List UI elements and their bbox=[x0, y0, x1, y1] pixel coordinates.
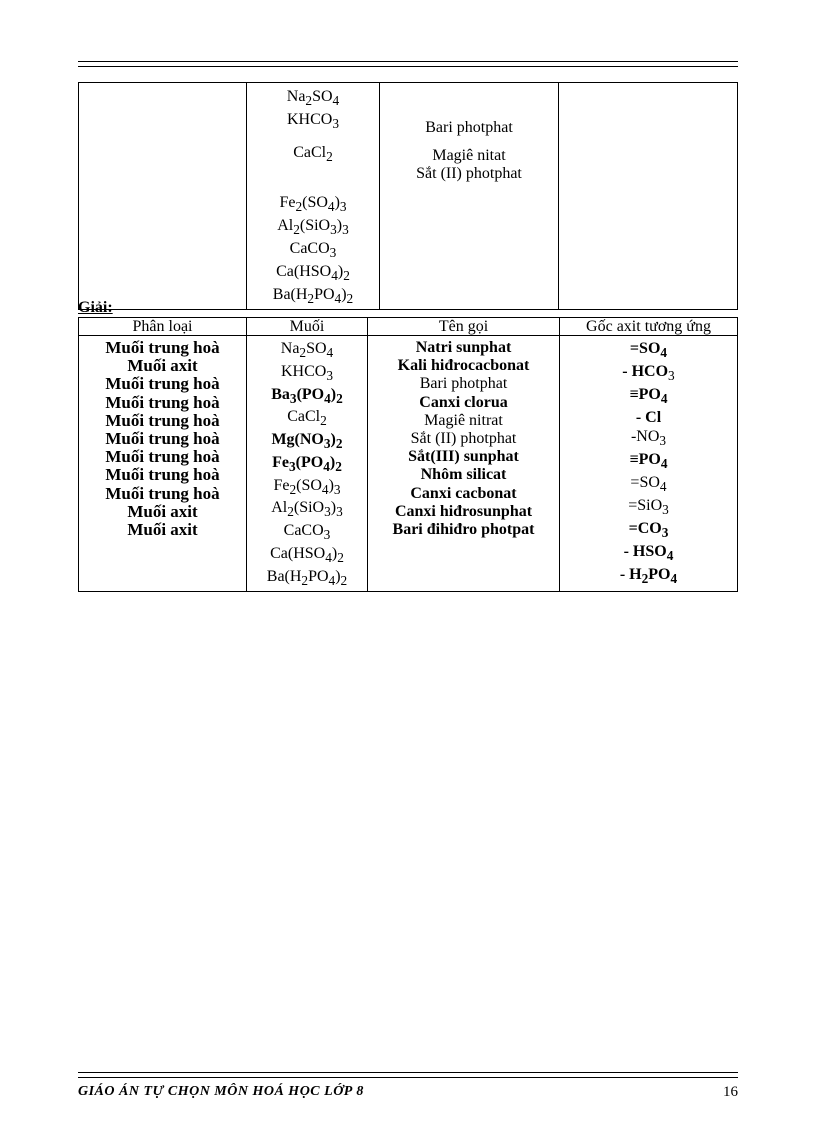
classification-item: Muối axit bbox=[127, 520, 198, 540]
salt-name: Sắt (II) photphat bbox=[416, 165, 522, 182]
salt-formula: CaCO$_3$ bbox=[283, 522, 331, 543]
classification-item: Muối trung hoà bbox=[105, 447, 220, 467]
salt-name: Nhôm silicat bbox=[420, 466, 507, 484]
salt-formula: $Ba_3(PO_4)_2$ bbox=[271, 385, 343, 406]
salt-formula: $Ca(HSO_4)_2$ bbox=[276, 263, 350, 284]
classification-item: Muối trung hoà bbox=[105, 429, 220, 449]
exercise-col-salts bbox=[247, 83, 380, 310]
solution-header-row bbox=[79, 318, 738, 336]
salt-formula: $Ba(H_2PO_4)_2$ bbox=[272, 286, 354, 307]
acid-radical: - $HCO_3$ bbox=[622, 362, 675, 384]
salt-name: Natri sunphat bbox=[415, 339, 512, 356]
salt-formula: $Na_2SO_4$ bbox=[280, 340, 334, 361]
exercise-col-classification bbox=[79, 83, 247, 310]
exercise-col-radicals bbox=[559, 83, 738, 310]
salt-name: Canxi clorua bbox=[419, 393, 508, 411]
salt-formula: $Fe_3(PO_4)_2$ bbox=[272, 453, 342, 475]
acid-radical: - Cl bbox=[635, 408, 662, 426]
classification-item: Muối trung hoà bbox=[105, 392, 220, 412]
salt-name: Magiê nitrat bbox=[424, 411, 503, 429]
solution-table bbox=[78, 317, 738, 592]
salt-name: Canxi cacbonat bbox=[410, 484, 517, 502]
salt-formula: $Na_2SO_4$ bbox=[286, 88, 340, 109]
classification-item: Muối axit bbox=[127, 501, 198, 521]
salt-formula: $Ba(H_2PO_4)_2$ bbox=[266, 567, 348, 588]
salt-formula: $Mg(NO_3)_2$ bbox=[271, 431, 343, 452]
salt-formula: $Fe_2(SO_4)_3$ bbox=[273, 476, 341, 497]
acid-radical: - $HSO_4$ bbox=[623, 542, 674, 563]
header-radical: Gốc axit tương ứng bbox=[560, 318, 738, 336]
footer-title: GIÁO ÁN TỰ CHỌN MÔN HOÁ HỌC LỚP 8 bbox=[78, 1084, 364, 1099]
acid-radical: $=SO_4$ bbox=[630, 473, 667, 494]
classification-item: Muối trung hoà bbox=[105, 374, 220, 394]
classification-item: Muối trung hoà bbox=[105, 483, 220, 503]
salt-formula: $Fe_2(SO_4)_3$ bbox=[279, 193, 347, 214]
header-rule-top bbox=[78, 61, 738, 62]
salt-name: Bari đihiđro photpat bbox=[392, 521, 535, 539]
page-number: 16 bbox=[723, 1084, 738, 1100]
acid-radical: $=CO_3$ bbox=[628, 519, 669, 540]
header-rule-bottom bbox=[78, 66, 738, 67]
exercise-table bbox=[78, 82, 738, 310]
salt-name: Kali hiđrocacbonat bbox=[397, 357, 530, 375]
name-cell bbox=[368, 336, 560, 592]
header-salt: Muối bbox=[247, 318, 368, 336]
acid-radical: =SiO$_3$ bbox=[628, 496, 669, 517]
classification-cell bbox=[79, 336, 247, 592]
classification-item: Muối axit bbox=[127, 356, 198, 376]
salt-name: Magiê nitat bbox=[432, 147, 506, 164]
acid-radical: $\equiv PO_4$ bbox=[629, 385, 668, 407]
header-name: Tên gọi bbox=[368, 318, 560, 336]
solution-label: Giải: bbox=[78, 299, 113, 316]
header-classification: Phân loại bbox=[79, 318, 247, 336]
acid-radical: $=SO_4$ bbox=[629, 340, 668, 361]
acid-radical: - $H_2PO_4$ bbox=[619, 565, 678, 586]
salt-name: Bari photphat bbox=[425, 119, 513, 136]
salt-formula: $Al_2(SiO_3)_3$ bbox=[271, 499, 343, 520]
salt-name: Bari photphat bbox=[419, 375, 508, 393]
salt-formula: CaCl$_2$ bbox=[287, 408, 327, 429]
footer-rule-top bbox=[78, 1072, 738, 1073]
solution-body-row bbox=[79, 336, 738, 592]
classification-item: Muối trung hoà bbox=[105, 410, 220, 430]
salt-formula: $KHCO_3$ bbox=[280, 362, 333, 383]
classification-item: Muối trung hoà bbox=[105, 338, 220, 357]
exercise-col-names bbox=[380, 83, 559, 310]
acid-radical: $\equiv PO_4$ bbox=[629, 450, 668, 471]
salt-name: Canxi hiđrosunphat bbox=[394, 502, 533, 520]
footer-rule-bottom bbox=[78, 1077, 738, 1078]
radical-cell bbox=[560, 336, 738, 592]
classification-item: Muối trung hoà bbox=[105, 465, 220, 485]
salt-name: Sắt(III) sunphat bbox=[408, 448, 519, 466]
salt-formula: CaCl$_2$ bbox=[293, 144, 333, 165]
salt-formula: $KHCO_3$ bbox=[286, 111, 339, 132]
salt-formula: $Al_2(SiO_3)_3$ bbox=[277, 216, 349, 237]
salt-name: Sắt (II) photphat bbox=[410, 430, 517, 448]
salt-formula: CaCO$_3$ bbox=[289, 239, 337, 261]
salt-formula: $Ca(HSO_4)_2$ bbox=[270, 545, 344, 566]
salt-cell bbox=[247, 336, 368, 592]
acid-radical: $-NO_3$ bbox=[630, 427, 667, 448]
